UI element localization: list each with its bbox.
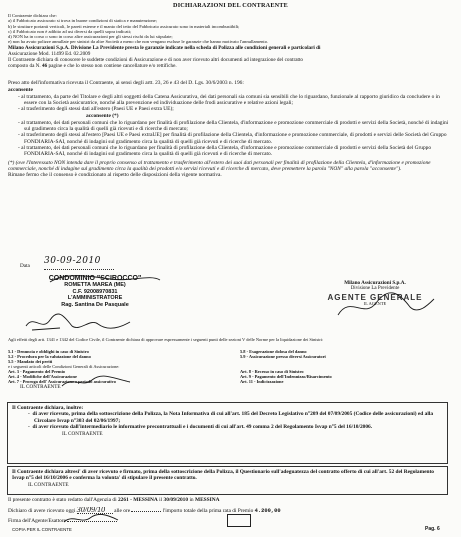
clause-item: Art. 3 - Pagamento del Premio	[8, 369, 65, 374]
declarations-block	[8, 13, 452, 69]
clause-note: e i seguenti articoli delle Condizioni Generali di Assicurazione:	[8, 364, 120, 369]
approval-right-list	[240, 349, 450, 384]
agency-code: 2261 - MESSINA	[117, 497, 158, 503]
consent-footnote: (*) (ove l'Interessato NON intenda dare il proprio consenso al trattamento e trasferimento all'estero dei suoi dati personali per finalità di profilazione della Clientela, d'informazione e promozione commerciale, nonché di indagine sul gradimento circa la qualità dei prodotti e/o servizi ricevuti e di ricerche di mercato, deve premettere la parola "NON" alla parola "acconsente").	[8, 159, 431, 172]
inoltre-title: Il Contraente dichiara, inoltre:	[12, 405, 84, 411]
clause-item: 5.2 - Procedura per la valutazione del danno	[8, 354, 91, 359]
consent-item: - al trasferimento degli stessi all'estero [Paesi UE e Paesi extraUE] per finalità di profilazione della Clientela, d'informazione e promozione commerciale, di prodotti e servizi delle Società del Gruppo FONDIARIA-SAI, nonché di indagini sul gradimento circa la qualità di quelli già ricevuti e di ricerche di mercato.	[18, 132, 447, 145]
clause-item: 5.8 - Esagerazione dolosa del danno	[240, 349, 307, 354]
inoltre-contraente: IL CONTRAENTE	[62, 431, 103, 438]
approval-signature	[60, 374, 140, 390]
stipulation-date: 30/09/2010	[163, 497, 189, 503]
condo-admin-role: L'AMMINISTRATORE	[67, 295, 123, 302]
condo-tax-code: C.F. 92008970831	[72, 288, 118, 295]
conditions-model: Assicurazione Mod. 11499 Ed. 02.2009	[8, 51, 91, 58]
declarations-intro: Il Contraente dichiara che:	[8, 13, 57, 18]
declaration-item: b) le strutture portanti verticali, le pareti esterne e il manto del tetto del Fabbricato assicurato sono in materiali incombustibili;	[8, 23, 240, 29]
received-date: 30/09/10	[77, 507, 113, 514]
approval-intro: Agli effetti degli artt. 1341 e 1342 del Codice Civile, il Contraente dichiara di approvare espressamente i seguenti punti delle sezioni V delle Norme per la liquidazione dei Sinistri:	[8, 337, 324, 342]
stipulation-city: MESSINA	[195, 497, 220, 503]
questionario-box	[7, 466, 448, 495]
clause-item: 5.5 - Mandato dei periti	[8, 359, 53, 364]
date-field	[44, 256, 114, 270]
approval-block	[8, 337, 452, 342]
clause-item: 5.9 - Assicurazione presso diversi Assicuratori	[240, 354, 326, 359]
stipulation-line: Il presente contratto è stato redatto dall'Agenzia di 2261 - MESSINA il 30/09/2010 in MESSINA	[8, 497, 220, 503]
office-stamp	[227, 514, 251, 527]
agent-title: AGENTE GENERALE	[327, 293, 423, 303]
contraente-label: IL CONTRAENTE	[20, 384, 61, 390]
agent-company: Milano Assicurazioni S.p.A.	[344, 280, 406, 286]
consent-item: - al trasferimento degli stessi dati all'estero (Paesi UE e Paesi extra UE);	[18, 106, 174, 113]
premium-received-line: Dichiaro di avere ricevuto oggi 30/09/10 alle ore l'importo totale della prima rata di Premio 4.200,00	[8, 507, 281, 514]
agent-sig-label: IL AGENTE	[363, 301, 387, 307]
clause-item: Art. 7 - Proroga dell' Assicurazione e periodo assicurativo	[8, 379, 117, 384]
acconsente-label-2: acconsente (*)	[86, 113, 119, 120]
consent-condition: Rimane fermo che il consenso è condizionato al rispetto delle disposizioni della vigente normativa.	[8, 172, 222, 179]
questionario-text: Il Contraente dichiara altresi' di aver ricevuto e firmato, prima della sottoscrizione della Polizza, il Questionario sull'adeguatezza del contratto offerto di cui all'art. 52 del Regolamento Isvap n°5 del 16/10/2006 e conferma la volonta' di stipulare il presente contratto.	[12, 469, 434, 482]
company-division: Milano Assicurazioni S.p.A. Divisione La Previdente presta le garanzie indicate nella scheda di Polizza alle condizioni generali e particolari di	[8, 45, 321, 52]
inoltre-box	[7, 402, 448, 464]
declaration-item: e) non ha avuto polizze annullate per sinistri da altre Società a meno che non vengano escluse le garanzie che hanno motivato l'annullamento.	[8, 39, 269, 45]
page-count: 46	[42, 63, 48, 70]
esattore-signature	[62, 512, 122, 526]
inoltre-item: - di aver ricevuto, prima della sottoscrizione della Polizza, la Nota Informativa di cui all'art. 185 del Decreto Legislativo n°209 del 07/09/2005 (Codice delle assicurazioni) ed alla Circolare Isvap n°303 del 02/06/1997;	[28, 411, 434, 424]
consent-item: - al trattamento, da parte del Titolare e degli altri soggetti della Catena Assicurativa, dei dati personali sia comuni sia sensibili che lo riguardano, funzionale al rapporto giuridico da concludere o in essere con la Società assicuratrice, nonché alla prevenzione ed individuazione delle frodi assicurative e relative azioni legali;	[18, 93, 440, 106]
agent-division: Divisione La Previdente	[350, 286, 400, 291]
clause-item: 5.1 - Denuncia e obblighi in caso di Sinistro	[8, 349, 89, 354]
condo-name: CONDOMINIO "SCIROCCO"	[48, 275, 142, 282]
declaration-item: d) NON ha in corso o sono in corso altre assicurazioni per gli stessi rischi da lui stipulate;	[8, 34, 173, 40]
clause-item: Art. 8 - Recesso in caso di Sinistro	[240, 369, 304, 374]
page-number: Pag. 6	[425, 526, 440, 532]
condo-admin-name: Rag. Santina De Pasquale	[61, 301, 129, 308]
condo-address: ROMETTA MAREA (ME)	[64, 282, 126, 289]
clause-item: Art. 9 - Pagamento dell'Indennizzo/Risarcimento	[240, 374, 332, 379]
declaration-item: a) il Fabbricato assicurato si trova in buone condizioni di statica e manutenzione;	[8, 18, 157, 24]
contraente-signature	[20, 270, 170, 336]
questionario-contraente: IL CONTRAENTE	[28, 481, 69, 488]
consent-item: - al trattamento, dei dati personali comuni che lo riguardano per finalità di profilazione della Clientela, d'informazione e promozione commerciale di prodotti e servizi della Società, nonché di indagini sul gradimento circa la qualità di quelli già ricevuti e di ricerche di mercato;	[18, 119, 449, 133]
clause-item: Art. 4 - Modifiche dell'Assicurazione	[8, 374, 77, 379]
consent-item: - al trattamento, dei dati personali comuni che lo riguardano per finalità di profilazione della Clientela, d'informazione e promozione commerciale di prodotti e servizi della Società del Gruppo FONDIARIA-SAI, nonché di indagini sul gradimento circa la qualità di quelli già ricevuti e di ricerche di mercato.	[18, 144, 432, 158]
consent-statement: Il Contraente dichiara di conoscere le suddette condizioni di Assicurazione e di non aver ricevuto altri documenti ad integrazione del contratto	[8, 57, 304, 64]
privacy-intro: Preso atto dell'informativa ricevuta il Contraente, ai sensi degli artt. 23, 26 e 43 del D. Lgs. 30/6/2003 n. 196:	[8, 80, 244, 86]
acconsente-label: acconsente	[8, 87, 33, 94]
footer-copy-label: COPIA PER IL CONTRAENTE	[12, 527, 72, 532]
approval-signature-row	[20, 385, 61, 390]
declaration-item: c) il Fabbricato non è adibito ad usi diversi da quelli sopra indicati;	[8, 28, 132, 34]
inoltre-item: - di aver ricevuto dall'intermediario le informative precontrattuali e i documenti di cui all'art. 49 comma 2 del Regolamento Isvap n°5 del 16/10/2006.	[28, 423, 373, 430]
date-row	[20, 264, 30, 269]
firma-label: Firma dell'Agente/Esattore	[8, 518, 67, 524]
agent-signature	[330, 285, 440, 325]
handwritten-date: 30-09-2010	[44, 256, 101, 266]
date-label: Data	[20, 263, 30, 269]
consent-pages-line: composto da N. 46 pagine e che lo stesso non contiene cancellature e/o rettifiche.	[8, 63, 177, 70]
page-title: DICHIARAZIONI DEL CONTRAENTE	[173, 2, 288, 9]
privacy-block	[8, 80, 452, 178]
clause-item: Art. 11 - Indicizzazione	[240, 379, 284, 384]
premium-amount: 4.200,00	[254, 508, 281, 514]
